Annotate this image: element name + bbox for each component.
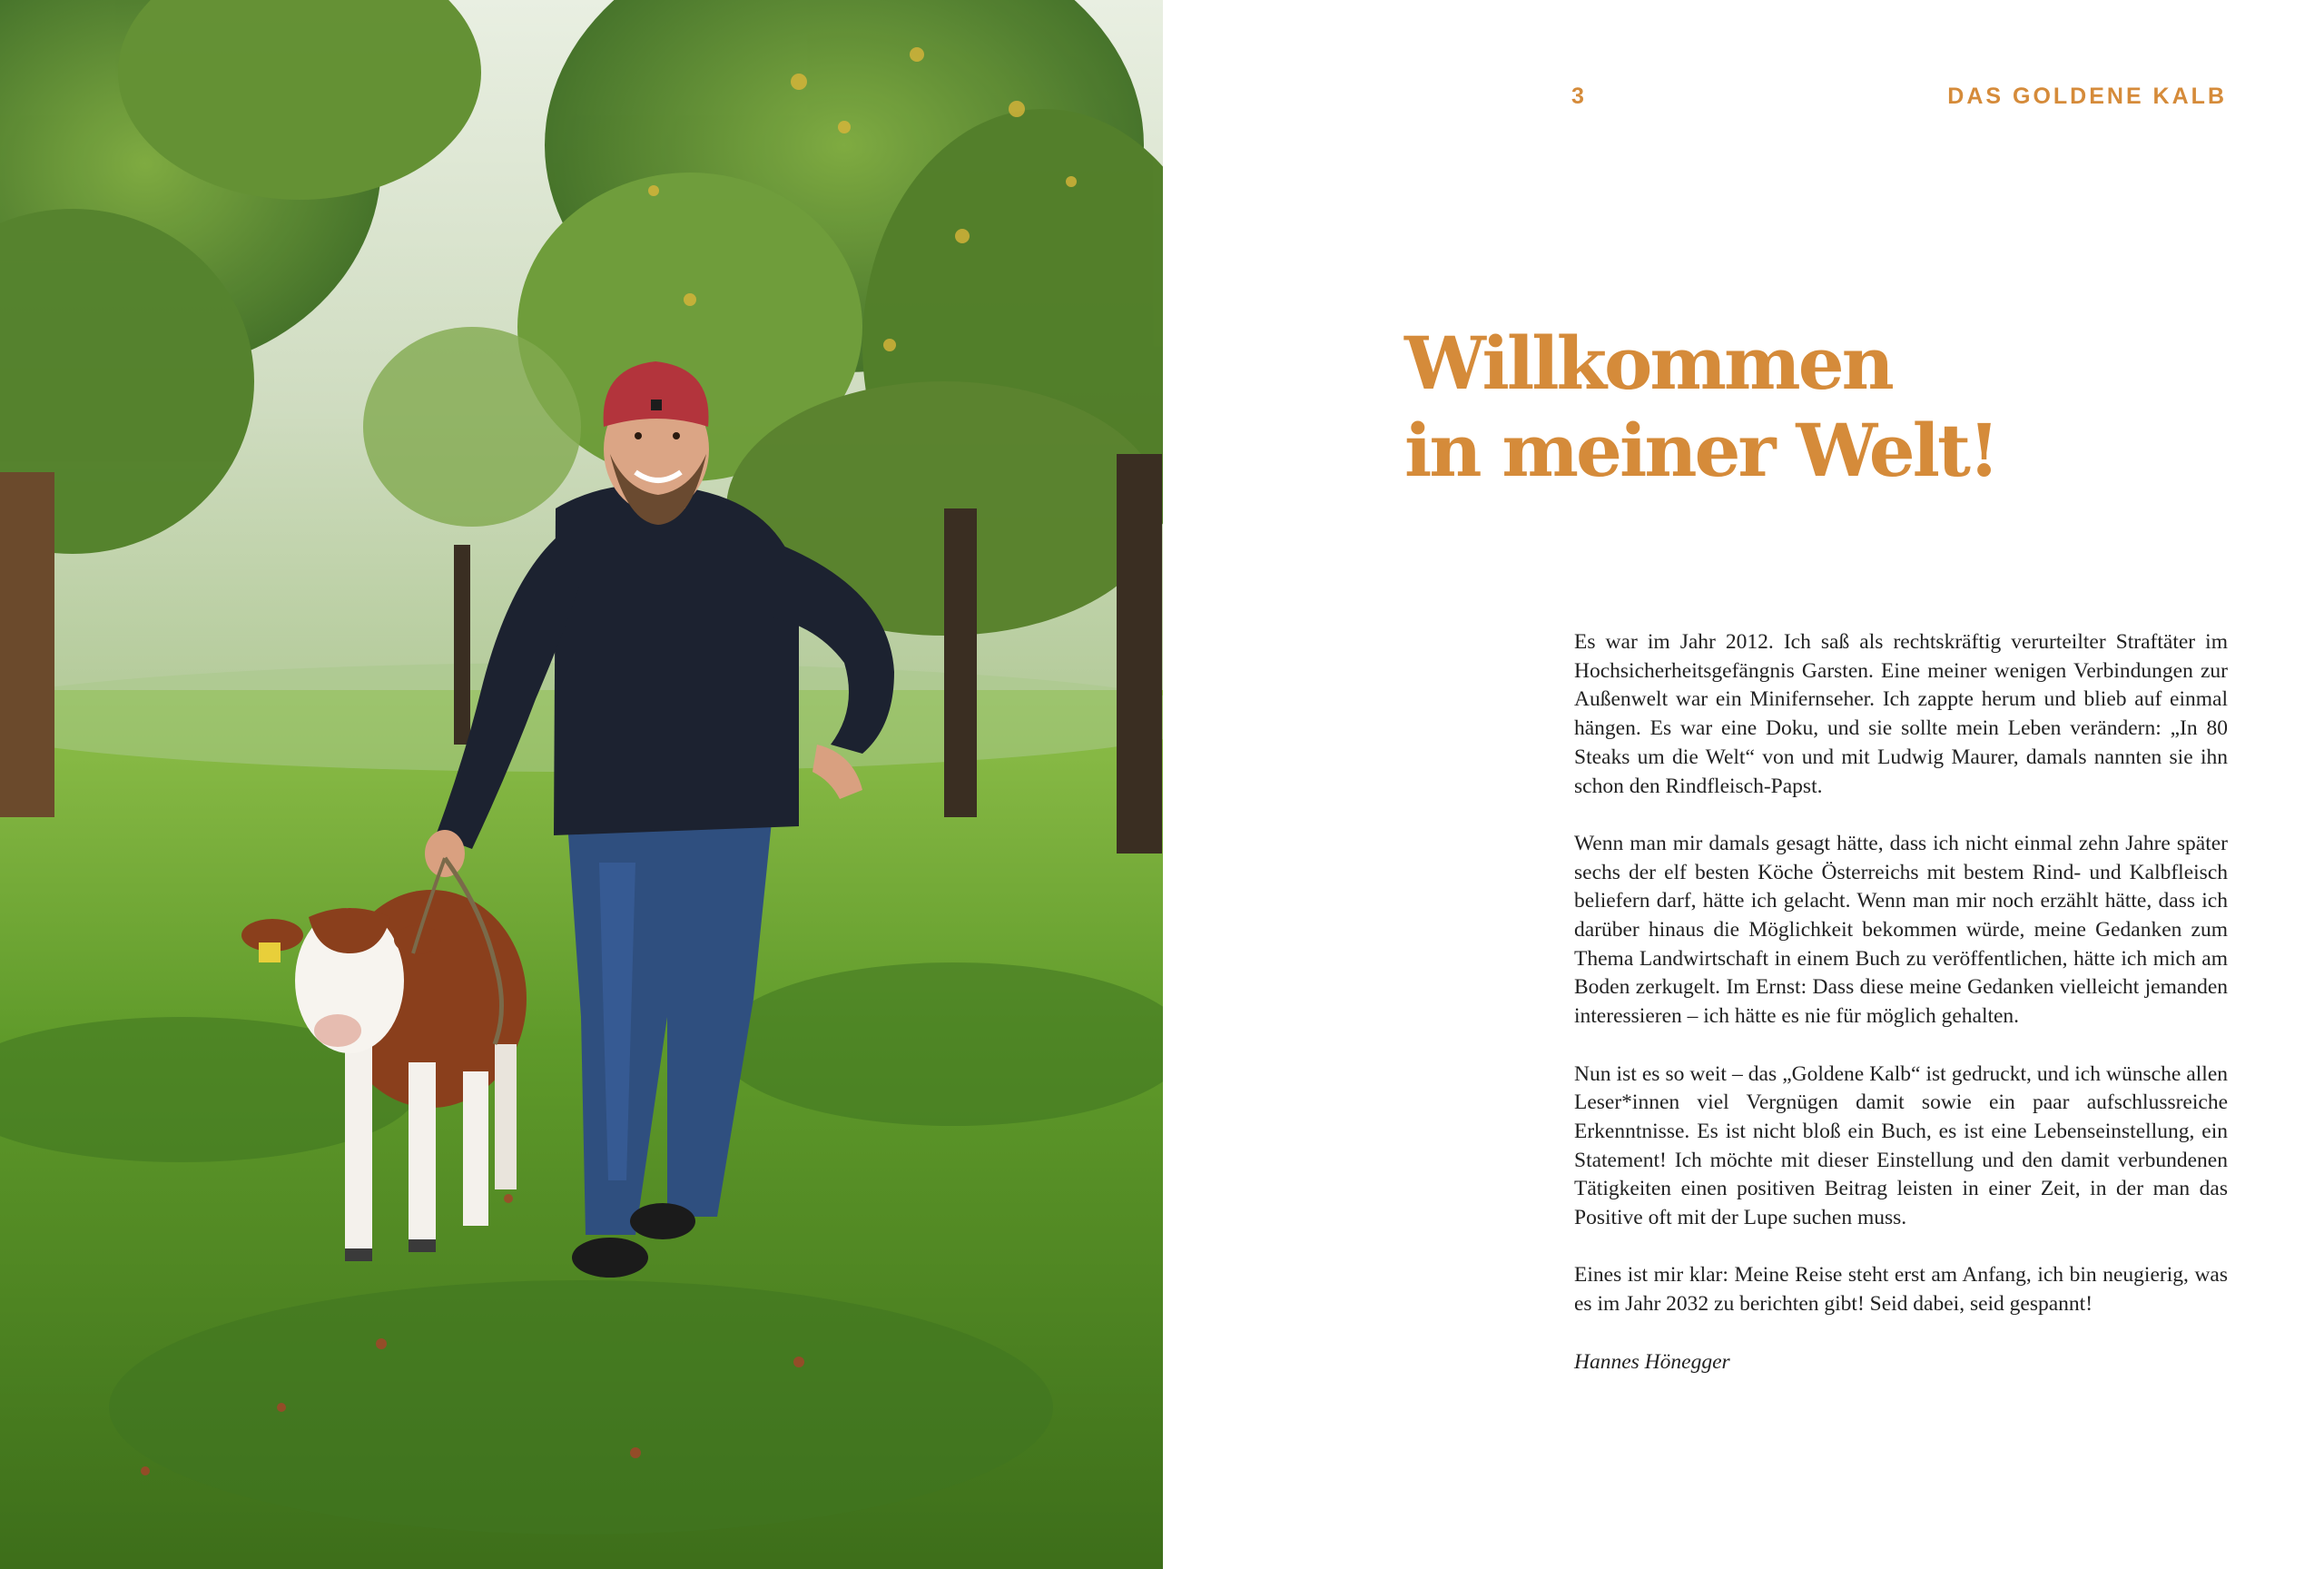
page-number: 3: [1571, 84, 1587, 109]
paragraph-4: Eines ist mir klar: Meine Reise steht erst am Anfang, ich bin neugierig, was es im Jahr 2032 zu berichten gibt! Seid dabei, seid gespannt!: [1574, 1263, 2228, 1317]
body-text: [1574, 628, 2228, 1406]
author-signature: Hannes Hönegger: [1574, 1349, 1730, 1374]
running-head: [1571, 84, 2227, 120]
heading-line-1: Willkommen: [1404, 321, 1892, 406]
text-page: [1163, 0, 2324, 1569]
paragraph-3: Nun ist es so weit – das „Goldene Kalb“ ist gedruckt, und ich wünsche allen Leser*innen viel Vergnügen damit sowie ein paar aufschlussreiche Erkenntnisse. Es ist nicht bloß ein Buch, es ist eine Lebenseinstellung, ein Statement! Ich möchte mit dieser Einstellung und den damit verbundenen Tätigkeiten einen positiven Beitrag leisten in einer Zeit, in der man das Positive oft mit der Lupe suchen muss.: [1574, 1061, 2228, 1230]
heading-line-2: in meiner Welt!: [1404, 408, 1998, 493]
paragraph-1: Es war im Jahr 2012. Ich saß als rechtskräftig verurteilter Straftäter im Hochsicherheitsgefängnis Garsten. Eine meiner wenigen Verbindungen zur Außenwelt war ein Minifernseher. Ich zappte herum und blieb auf einmal hängen. Es war eine Doku, und sie sollte mein Leben verändern: „In 80 Steaks um die Welt“ von und mit Ludwig Maurer, damals nannten sie ihn schon den Rindfleisch-Papst.: [1574, 630, 2228, 798]
paragraph-2: Wenn man mir damals gesagt hätte, dass ich nicht einmal zehn Jahre später sechs der elf besten Köche Österreichs mit bestem Rind- und Kalbfleisch beliefern darf, hätte ich gelacht. Wenn man mir noch erzählt hätte, dass ich darüber hinaus die Möglichkeit bekommen würde, meine Gedanken zum Thema Landwirtschaft in einem Buch zu veröffentlichen, hätte ich mich am Boden zerkugelt. Im Ernst: Dass diese meine Gedanken vielleicht jemanden interessieren – ich hätte es nie für möglich gehalten.: [1574, 831, 2228, 1029]
chapter-heading: [1404, 320, 1997, 494]
book-title: DAS GOLDENE KALB: [1947, 84, 2227, 109]
